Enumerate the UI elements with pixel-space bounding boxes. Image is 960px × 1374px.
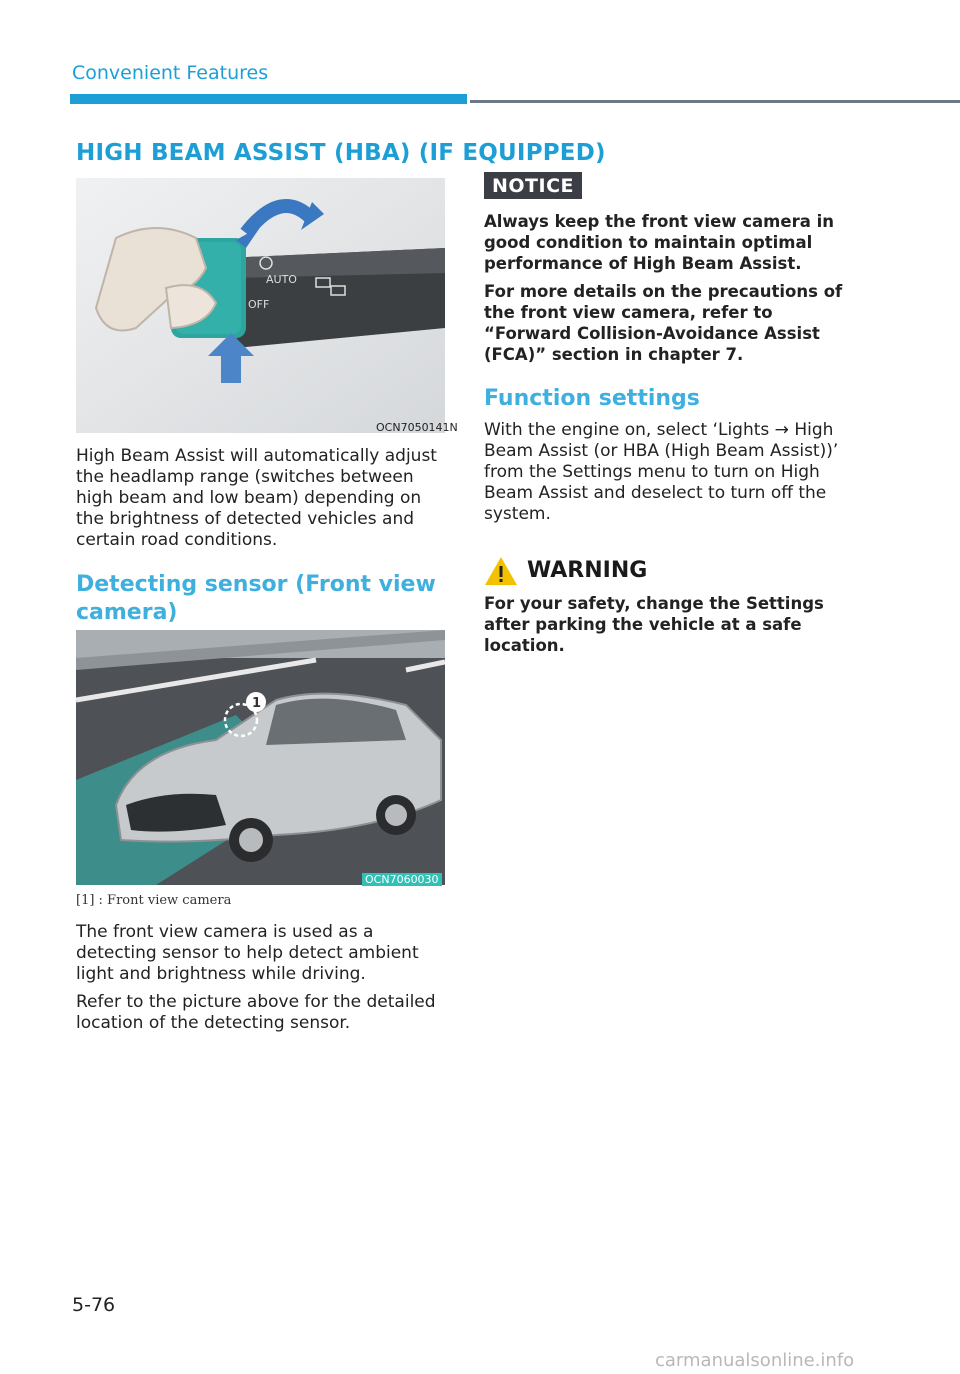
intro-paragraph: High Beam Assist will automatically adjust the headlamp range (switches between high beam and low beam) depending on the brightness of detected vehicles and certain road conditions.	[76, 446, 437, 550]
figure1-code: OCN7050141N	[376, 421, 458, 434]
lever-off-label: OFF	[248, 298, 270, 311]
notice-paragraph-2: For more details on the precautions of the front view camera, refer to “Forward Collision-Avoidance Assist (FCA)” section in chapter 7.	[484, 282, 843, 364]
function-settings-paragraph: With the engine on, select ‘Lights → High Beam Assist (or HBA (High Beam Assist))’ from the Settings menu to turn on High Beam Assist and deselect to turn off the system.	[484, 420, 839, 524]
page-number: 5-76	[72, 1294, 116, 1316]
header-accent-bar	[70, 94, 467, 104]
warning-label: WARNING	[527, 558, 648, 583]
camera-marker-number: 1	[252, 696, 262, 711]
detecting-paragraph-1: The front view camera is used as a detecting sensor to help detect ambient light and brightness while driving.	[76, 922, 419, 984]
header-rule	[470, 100, 960, 103]
chapter-title: Convenient Features	[72, 62, 269, 84]
detecting-paragraph-2: Refer to the picture above for the detailed location of the detecting sensor.	[76, 992, 436, 1033]
function-settings-heading: Function settings	[484, 386, 700, 411]
lever-auto-label: AUTO	[266, 273, 297, 286]
section-title: HIGH BEAM ASSIST (HBA) (IF EQUIPPED)	[76, 140, 606, 166]
detecting-sensor-heading: Detecting sensor (Front view camera)	[76, 572, 436, 625]
warning-paragraph: For your safety, change the Settings after parking the vehicle at a safe location.	[484, 594, 824, 655]
figure2-code: OCN7060030	[362, 873, 442, 886]
notice-badge: NOTICE	[484, 172, 582, 199]
watermark: carmanualsonline.info	[655, 1350, 855, 1371]
notice-paragraph-1: Always keep the front view camera in good condition to maintain optimal performance of High Beam Assist.	[484, 212, 834, 273]
lever-illustration	[76, 178, 445, 433]
front-camera-illustration	[76, 630, 445, 885]
figure2-caption: [1] : Front view camera	[76, 893, 232, 908]
warning-triangle-icon	[484, 556, 518, 586]
